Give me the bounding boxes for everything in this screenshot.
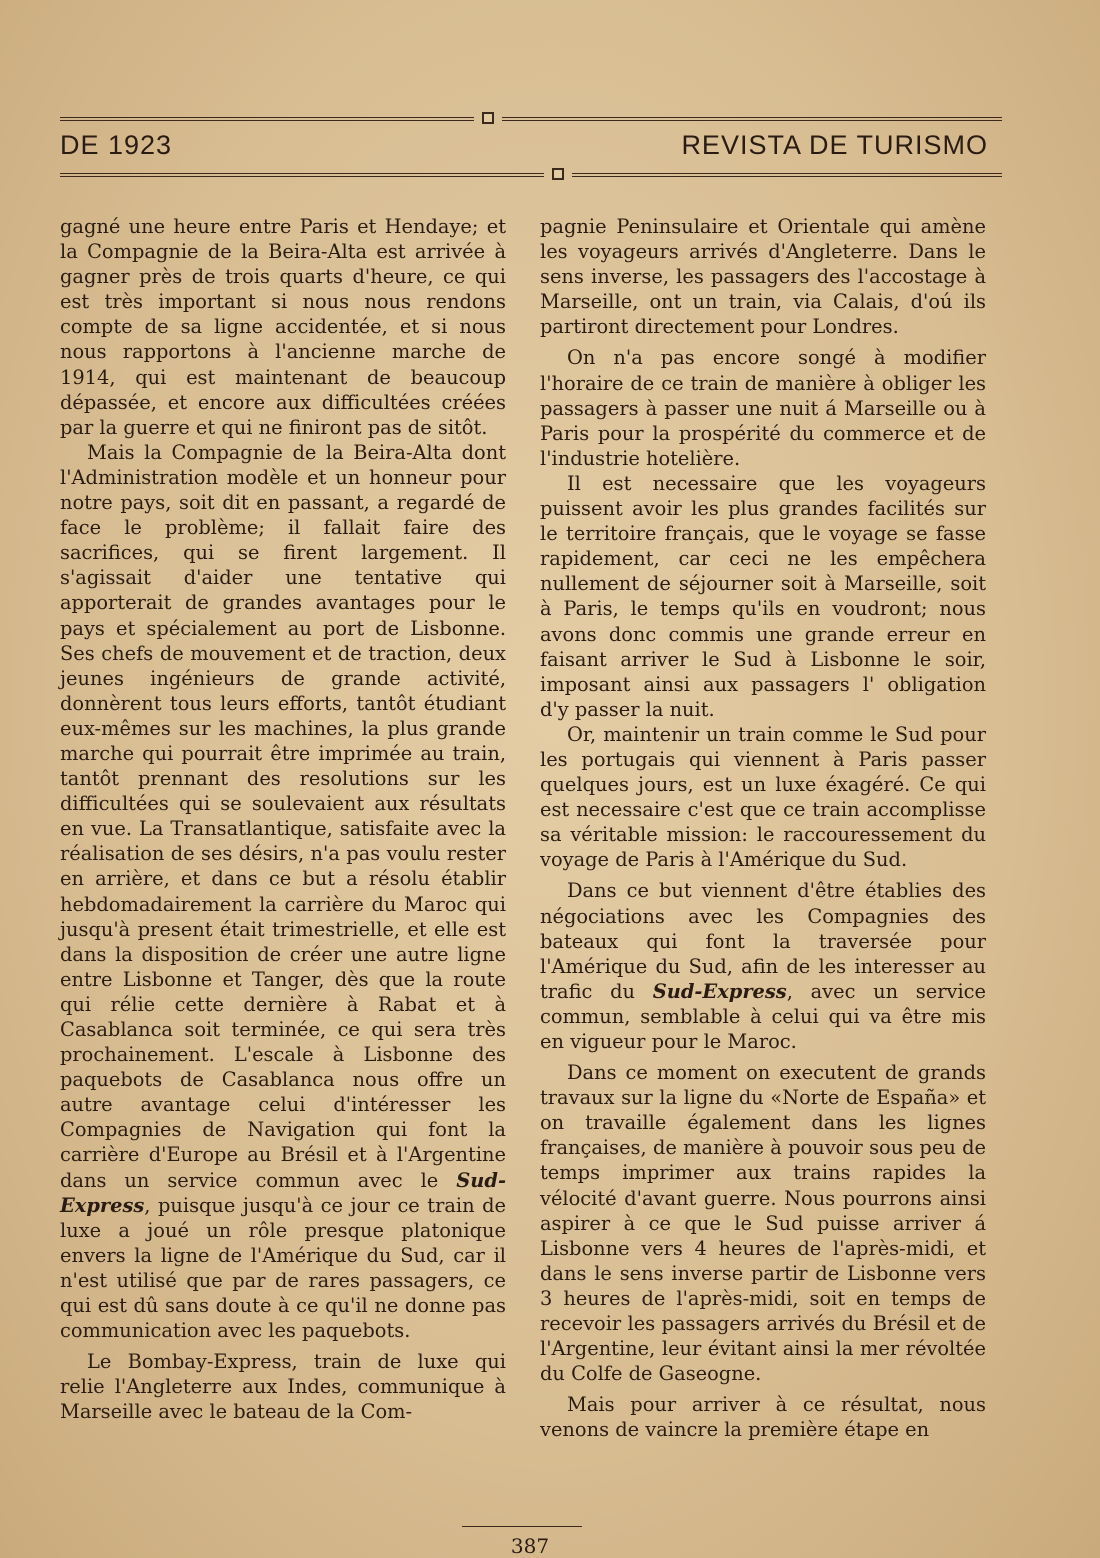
right-column bbox=[540, 214, 986, 1443]
rule-line-right bbox=[502, 117, 1002, 121]
paragraph: On n'a pas encore songé à modifier l'horaire de ce train de manière à obliger les passagers à passer une nuit á Marseille ou à Paris pour la prospérité du commerce et de l'industrie hotelière. bbox=[540, 346, 986, 470]
header-rule-top bbox=[60, 116, 1002, 126]
paragraph: gagné une heure entre Paris et Hendaye; et la Compagnie de la Beira-Alta est arrivée à gagner près de trois quarts d'heure, ce qui est très important si nous nous rendons compte de sa ligne accidentée, et si nous nous rapportons à l'ancienne marche de 1914, qui est maintenant de beaucoup dépassée, et encore aux difficultées créées par la guerre et qui ne finiront pas de sitôt. bbox=[60, 215, 506, 439]
paragraph: pagnie Peninsulaire et Orientale qui amène les voyageurs arrivés d'Angleterre. Dans le sens inverse, les passagers des l'accostage à Marseille, ont un train, via Calais, d'oú ils partiront directement pour Londres. bbox=[540, 215, 986, 339]
rule-line-left bbox=[60, 173, 544, 177]
header-rule-bottom bbox=[60, 172, 1002, 182]
paragraph: Mais pour arriver à ce résultat, nous venons de vaincre la première étape en bbox=[540, 1393, 986, 1442]
paragraph: Le Bombay-Express, train de luxe qui relie l'Angleterre aux Indes, communique à Marseille avec le bateau de la Com- bbox=[60, 1350, 506, 1424]
left-column bbox=[60, 214, 506, 1425]
header-title: REVISTA DE TURISMO bbox=[681, 130, 988, 160]
paragraph: Il est necessaire que les voyageurs puissent avoir les plus grandes facilités sur le territoire français, que le voyage se fasse rapidement, car ceci ne les empêchera nullement de séjourner soit à Marseille, soit à Paris, le temps qu'ils en voudront; nous avons donc commis une grande erreur en faisant arriver le Sud à Lisbonne le soir, imposant ainsi aux passagers l' obligation d'y passer la nuit. bbox=[540, 471, 986, 721]
rule-line-left bbox=[60, 117, 474, 121]
rule-line-right bbox=[572, 173, 1002, 177]
footer-rule bbox=[462, 1526, 582, 1527]
paragraph: Or, maintenir un train comme le Sud pour les portugais qui viennent à Paris passer quelques jours, est un luxe éxagéré. Ce qui est necessaire c'est que ce train accomplisse sa véritable mission: le raccouressement du voyage de Paris à l'Amérique du Sud. bbox=[540, 722, 986, 872]
running-header bbox=[60, 128, 988, 168]
paragraph: Mais la Compagnie de la Beira-Alta dont l'Administration modèle et un honneur pour notre pays, soit dit en passant, a regardé de face le problème; il fallait faire des sacrifices, qui se firent largement. Il s'agissait d'aider une tentative qui apporterait de grandes avantages pour le pays et spécialement au port de Lisbonne. Ses chefs de mouvement et de traction, deux jeunes ingénieurs de grande activité, donnèrent tous leurs efforts, tantôt étudiant eux-mêmes sur les machines, la plus grande marche qui pourrait être imprimée au train, tantôt prennant des resolutions sur les difficultées qui se soulevaient aux résultats en vue. La Transatlantique, satisfaite avec la réalisation de ses désirs, n'a pas voulu rester en arrière, et dans ce but a résolu établir hebdomadairement la carrière du Maroc qui jusqu'à present était trimestrielle, et elle est dans la disposition de créer une autre ligne entre Lisbonne et Tanger, dès que la route qui rélie cette dernière à Rabat et à Casablanca soit terminée, ce qui sera très prochainement. L'escale à Lisbonne des paquebots de Casablanca nous offre un autre avantage celui d'intéresser les Compagnies de Navigation qui font la carrière d'Europe au Brésil et à l'Argentine dans un service commun avec le Sud-Express, puisque jusqu'à ce jour ce train de luxe a joué un rôle presque platonique envers la ligne de l'Amérique du Sud, car il n'est utilisé que par de rares passagers, ce qui est dû sans doute à ce qu'il ne donne pas communication avec les paquebots. bbox=[60, 440, 506, 1343]
sud-express-name: Sud-Express bbox=[652, 979, 787, 1003]
page-number: 387 bbox=[510, 1534, 550, 1558]
paragraph: Dans ce but viennent d'être établies des négociations avec les Compagnies des bateaux qui font la traversée pour l'Amérique du Sud, afin de les interesser au trafic du Sud-Express, avec un service commun, semblable à celui qui va être mis en vigueur pour le Maroc. bbox=[540, 879, 986, 1053]
rule-ornament bbox=[482, 112, 494, 124]
header-date: DE 1923 bbox=[60, 130, 173, 160]
sud-express-name: Sud-Express bbox=[60, 1168, 506, 1217]
rule-ornament bbox=[552, 168, 564, 180]
paragraph: Dans ce moment on executent de grands travaux sur la ligne du «Norte de España» et on travaille également dans les lignes françaises, de manière à pouvoir sous peu de temps imprimer aux trains rapides la vélocité d'avant guerre. Nous pourrons ainsi aspirer à ce que le Sud puisse arriver á Lisbonne vers 4 heures de l'après-midi, et dans le sens inverse partir de Lisbonne vers 3 heures de l'après-midi, soit en temps de recevoir les passagers arrivés du Brésil et de l'Argentine, leur évitant ainsi la mer révoltée du Colfe de Gaseogne. bbox=[540, 1061, 986, 1386]
